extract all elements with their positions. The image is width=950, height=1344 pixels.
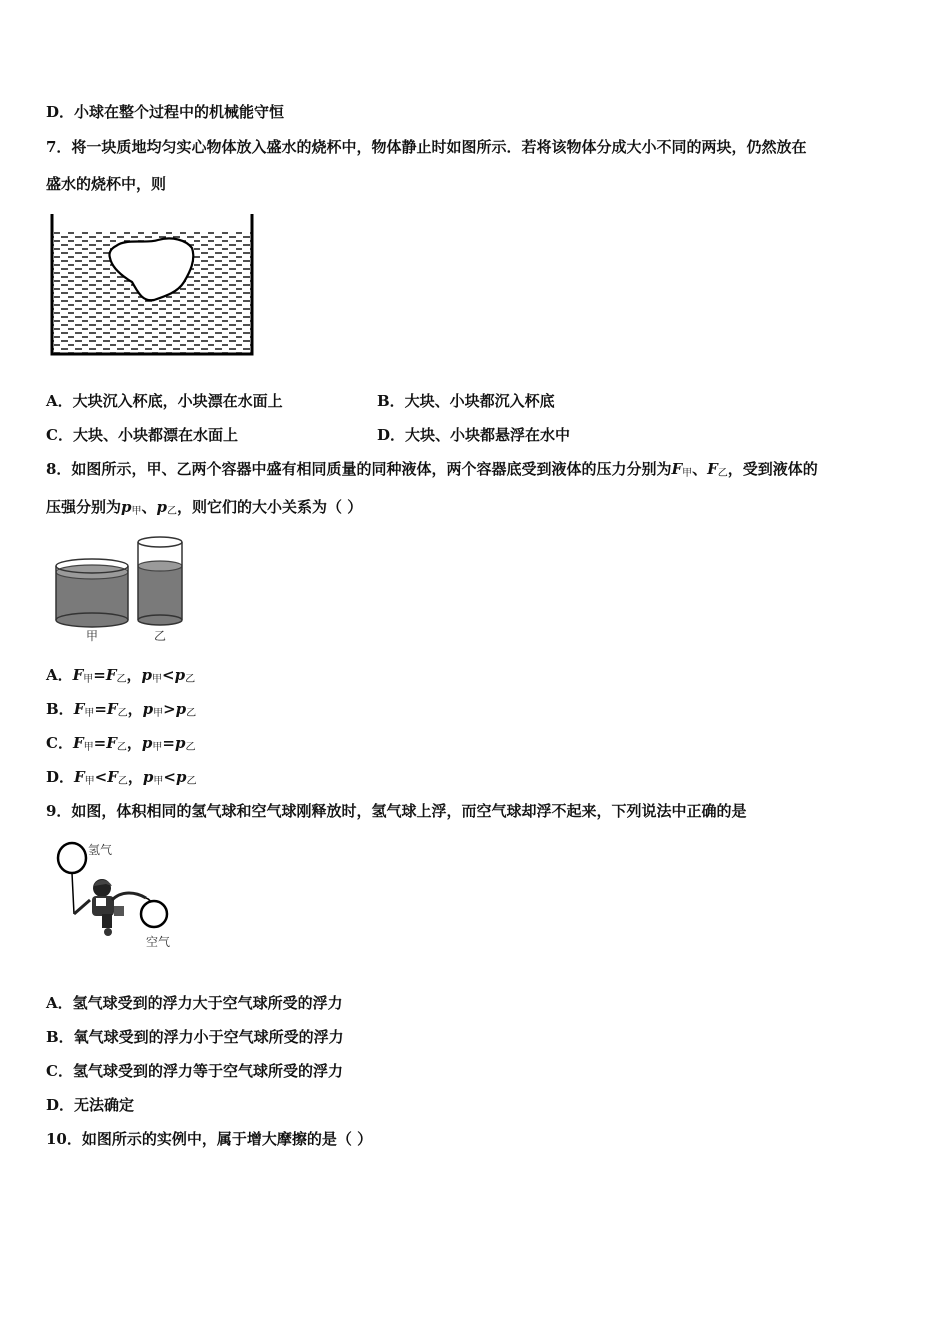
q9-option-a: A．氢气球受到的浮力大于空气球所受的浮力 (46, 994, 343, 1012)
q7-option-a: A．大块沉入杯底，小块漂在水面上 (46, 392, 283, 410)
q8-stem-line2: 压强分别为$p_甲$、$p_乙$，则它们的大小关系为（ ） (46, 498, 363, 517)
q7-option-d: D．大块、小块都悬浮在水中 (377, 426, 571, 444)
q8-stem-line1: 8．如图所示，甲、乙两个容器中盛有相同质量的同种液体，两个容器底受到液体的压力分别为$F_甲$、$F_乙$，受到液体的 (46, 460, 818, 479)
q8-option-c: C．$F_甲=F_乙$，$p_甲=p_乙$ (46, 734, 196, 753)
label-air: 空气 (146, 935, 171, 949)
label-hydrogen: 氢气 (88, 843, 113, 857)
q7-option-b: B．大块、小块都沉入杯底 (377, 392, 555, 410)
q9-option-d: D．无法确定 (46, 1096, 135, 1114)
q10-stem: 10．如图所示的实例中，属于增大摩擦的是（ ） (46, 1130, 373, 1148)
q8-containers-figure (50, 536, 190, 648)
q8-option-d: D．$F_甲<F_乙$，$p_甲<p_乙$ (46, 768, 197, 787)
q7-beaker-figure (46, 210, 258, 358)
q8-option-b: B．$F_甲=F_乙$，$p_甲>p_乙$ (46, 700, 197, 719)
q7-option-c: C．大块、小块都漂在水面上 (46, 426, 238, 444)
q7-stem-line1: 7．将一块质地均匀实心物体放入盛水的烧杯中，物体静止时如图所示．若将该物体分成大小不同的两块，仍然放在 (46, 138, 807, 156)
q9-option-b: B．氧气球受到的浮力小于空气球所受的浮力 (46, 1028, 344, 1046)
label-yi: 乙 (154, 629, 167, 643)
q9-option-c: C．氢气球受到的浮力等于空气球所受的浮力 (46, 1062, 343, 1080)
q7-stem-line2: 盛水的烧杯中，则 (46, 175, 167, 193)
q9-balloons-figure (50, 834, 190, 954)
q6-option-d: D．小球在整个过程中的机械能守恒 (46, 103, 285, 121)
q9-stem: 9．如图，体积相同的氢气球和空气球刚释放时，氢气球上浮，而空气球却浮不起来，下列说法中正确的是 (46, 802, 747, 820)
label-jia: 甲 (86, 629, 99, 643)
q8-option-a: A．$F_甲=F_乙$，$p_甲<p_乙$ (46, 666, 196, 685)
